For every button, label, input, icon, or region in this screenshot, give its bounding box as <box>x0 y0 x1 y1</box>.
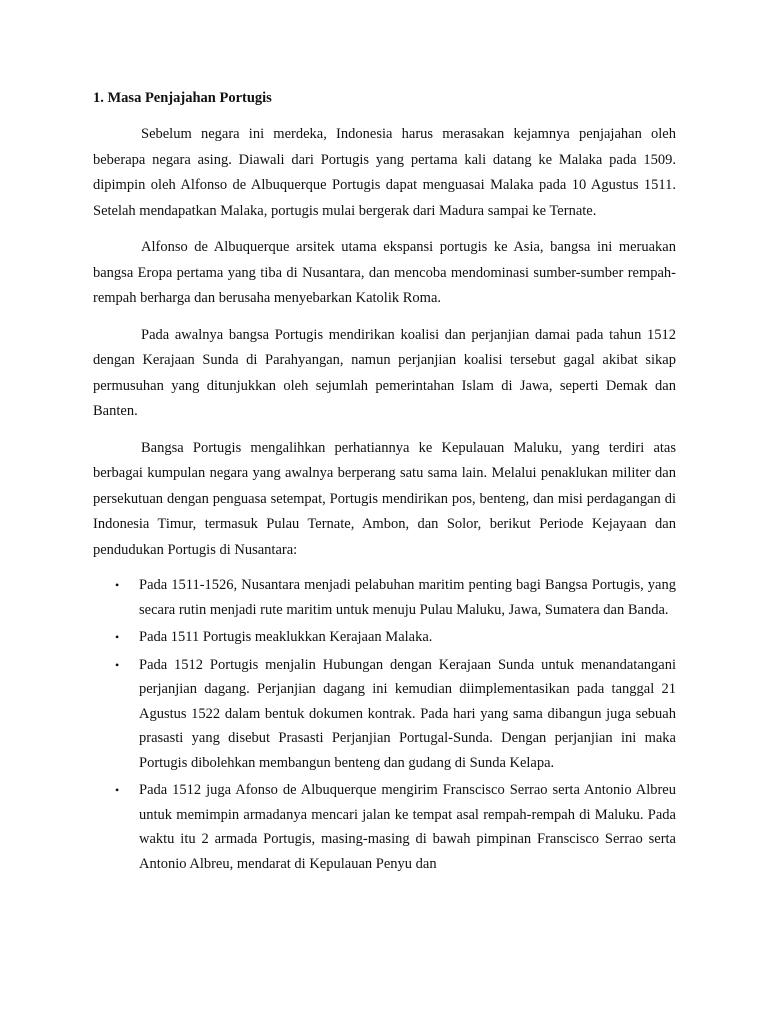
paragraph-maluku: Bangsa Portugis mengalihkan perhatiannya ke Kepulauan Maluku, yang terdiri atas berbagai kumpulan negara yang awalnya berperang satu sama lain. Melalui penaklukan militer dan persekutuan dengan penguasa setempat, Portugis mendirikan pos, benteng, dan misi perdagangan di Indonesia Timur, termasuk Pulau Ternate, Ambon, dan Solor, berikut Periode Kejayaan dan pendudukan Portugis di Nusantara: <box>93 439 676 558</box>
paragraph-albuquerque: Alfonso de Albuquerque arsitek utama ekspansi portugis ke Asia, bangsa ini meruakan bangsa Eropa pertama yang tiba di Nusantara, dan mencoba mendominasi sumber-sumber rempah-rempah berharga dan berusaha menyebarkan Katolik Roma. <box>93 239 676 306</box>
list-item <box>93 778 676 876</box>
list-item-text: Pada 1511-1526, Nusantara menjadi pelabuhan maritim penting bagi Bangsa Portugis, yang secara rutin menjadi rute maritim untuk menuju Pulau Maluku, Jawa, Sumatera dan Banda. <box>139 577 676 618</box>
list-item <box>93 573 676 622</box>
bullet-icon: • <box>115 657 120 672</box>
list-item <box>93 625 676 650</box>
bullet-icon: • <box>115 783 120 797</box>
paragraph-sunda-coalition: Pada awalnya bangsa Portugis mendirikan koalisi dan perjanjian damai pada tahun 1512 dengan Kerajaan Sunda di Parahyangan, namun perjanjian koalisi tersebut gagal akibat sikap permusuhan yang ditunjukkan oleh sejumlah pemerintahan Islam di Jawa, seperti Demak dan Banten. <box>93 326 676 419</box>
list-item-text: Pada 1512 juga Afonso de Albuquerque mengirim Franscisco Serrao serta Antonio Albreu untuk memimpin armadanya mencari jalan ke tempat asal rempah-rempah di Maluku. Pada waktu itu 2 armada Portugis, masing-masing di bawah pimpinan Franscisco Serrao serta Antonio Albreu, mendarat di Kepulauan Penyu dan <box>139 782 676 872</box>
list-item <box>93 653 676 776</box>
bullet-icon: • <box>115 578 120 592</box>
list-item-text: Pada 1512 Portugis menjalin Hubungan dengan Kerajaan Sunda untuk menandatangani perjanjian dagang. Perjanjian dagang ini kemudian diimplementasikan pada tanggal 21 Agustus 1522 dalam bentuk dokumen kontrak. Pada hari yang sama dibangun juga sebuah prasasti yang disebut Prasasti Perjanjian Portugal-Sunda. Dengan perjanjian ini maka Portugis dibolehkan membangun benteng dan gudang di Sunda Kelapa. <box>139 656 676 771</box>
section-heading: 1. Masa Penjajahan Portugis <box>93 90 272 106</box>
paragraph-intro: Sebelum negara ini merdeka, Indonesia harus merasakan kejamnya penjajahan oleh beberapa negara asing. Diawali dari Portugis yang pertama kali datang ke Malaka pada 1509. dipimpin oleh Alfonso de Albuquerque Portugis dapat menguasai Malaka pada 10 Agustus 1511. Setelah mendapatkan Malaka, portugis mulai bergerak dari Madura sampai ke Ternate. <box>93 126 676 219</box>
bullet-list <box>93 573 676 876</box>
list-item-text: Pada 1511 Portugis meaklukkan Kerajaan Malaka. <box>139 629 433 645</box>
bullet-icon: • <box>115 630 120 644</box>
